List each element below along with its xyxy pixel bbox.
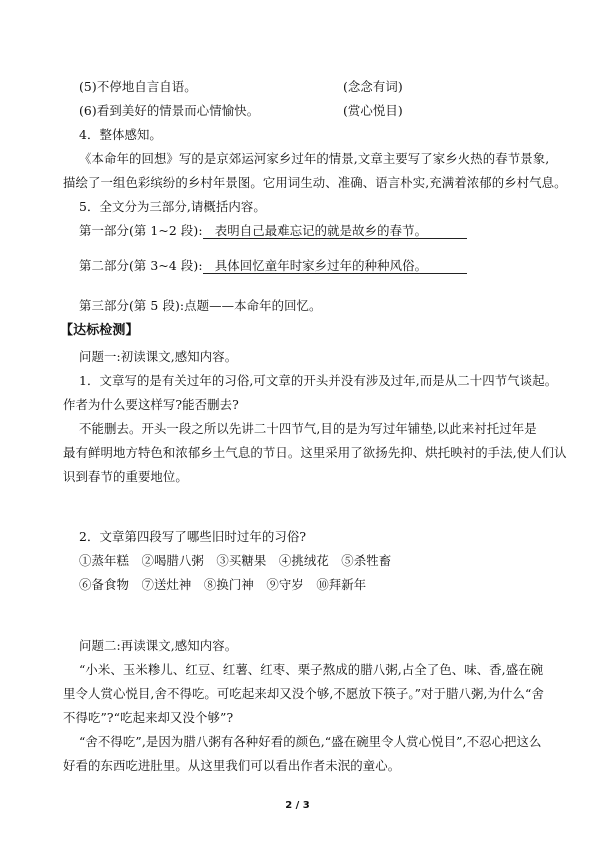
section-4-text-line-2: 描绘了一组色彩缤纷的乡村年景图。它用词生动、准确、语言朴实,充满着浓郁的乡村气息。 bbox=[63, 175, 567, 190]
vocab-item-5: (5)不停地自言自语。 bbox=[79, 79, 197, 94]
section-4-title: 4．整体感知。 bbox=[79, 127, 162, 142]
part-1-answer-text: 表明自己最难忘记的就是故乡的春节。 bbox=[214, 223, 428, 238]
vocab-item-5-answer: (念念有词) bbox=[343, 79, 403, 94]
question-1-title: 问题一:初读课文,感知内容。 bbox=[79, 349, 238, 364]
part-2-label: 第二部分(第 3~4 段): bbox=[79, 258, 203, 273]
answer-2-line-2: 好看的东西吃进肚里。从这里我们可以看出作者未泯的童心。 bbox=[63, 758, 401, 773]
question-2-quote-line-3: 不得吃”?“吃起来却又没个够”? bbox=[63, 710, 234, 725]
question-2-title: 问题二:再读课文,感知内容。 bbox=[79, 638, 238, 653]
part-3-row: 第三部分(第 5 段):点题——本命年的回忆。 bbox=[79, 298, 322, 313]
vocab-item-6: (6)看到美好的情景而心情愉快。 bbox=[79, 103, 260, 118]
customs-list-line-1: ①蒸年糕 ②喝腊八粥 ③买糖果 ④挑绒花 ⑤杀牲畜 bbox=[79, 553, 392, 568]
question-2-quote-line-1: “小米、玉米糁儿、红豆、红薯、红枣、栗子熬成的腊八粥,占全了色、味、香,盛在碗 bbox=[79, 662, 544, 677]
section-5-title: 5．全文分为三部分,请概括内容。 bbox=[79, 199, 266, 214]
test-heading: 【达标检测】 bbox=[60, 323, 139, 338]
part-2-answer bbox=[203, 258, 467, 274]
part-1-answer bbox=[203, 223, 467, 239]
question-1-2: 2．文章第四段写了哪些旧时过年的习俗? bbox=[79, 529, 307, 544]
customs-list-line-2: ⑥备食物 ⑦送灶神 ⑧换门神 ⑨守岁 ⑩拜新年 bbox=[79, 577, 367, 592]
page-number: 2 / 3 bbox=[285, 800, 310, 811]
answer-1-line-2: 最有鲜明地方特色和浓郁乡土气息的节日。这里采用了欲扬先抑、烘托映衬的手法,使人们认 bbox=[63, 445, 567, 460]
section-4-text-line-1: 《本命年的回想》写的是京郊运河家乡过年的情景,文章主要写了家乡火热的春节景象, bbox=[79, 151, 550, 166]
question-1-1-line-2: 作者为什么要这样写?能否删去? bbox=[63, 397, 239, 412]
question-1-1-line-1: 1．文章写的是有关过年的习俗,可文章的开头并没有涉及过年,而是从二十四节气谈起。 bbox=[79, 373, 558, 388]
answer-1-line-3: 识到春节的重要地位。 bbox=[63, 469, 188, 484]
answer-2-line-1: “舍不得吃”,是因为腊八粥有各种好看的颜色,“盛在碗里令人赏心悦目”,不忍心把这么 bbox=[79, 734, 542, 749]
part-2-answer-text: 具体回忆童年时家乡过年的种种风俗。 bbox=[214, 258, 428, 273]
part-1-row bbox=[79, 223, 467, 238]
question-2-quote-line-2: 里令人赏心悦目,舍不得吃。可吃起来却又没个够,不愿放下筷子。”对于腊八粥,为什么“舍 bbox=[63, 686, 544, 701]
answer-1-line-1: 不能删去。开头一段之所以先讲二十四节气,目的是为写过年铺垫,以此来衬托过年是 bbox=[79, 421, 537, 436]
vocab-item-6-answer: (赏心悦目) bbox=[343, 103, 403, 118]
part-2-row bbox=[79, 258, 467, 273]
part-1-label: 第一部分(第 1~2 段): bbox=[79, 223, 203, 238]
